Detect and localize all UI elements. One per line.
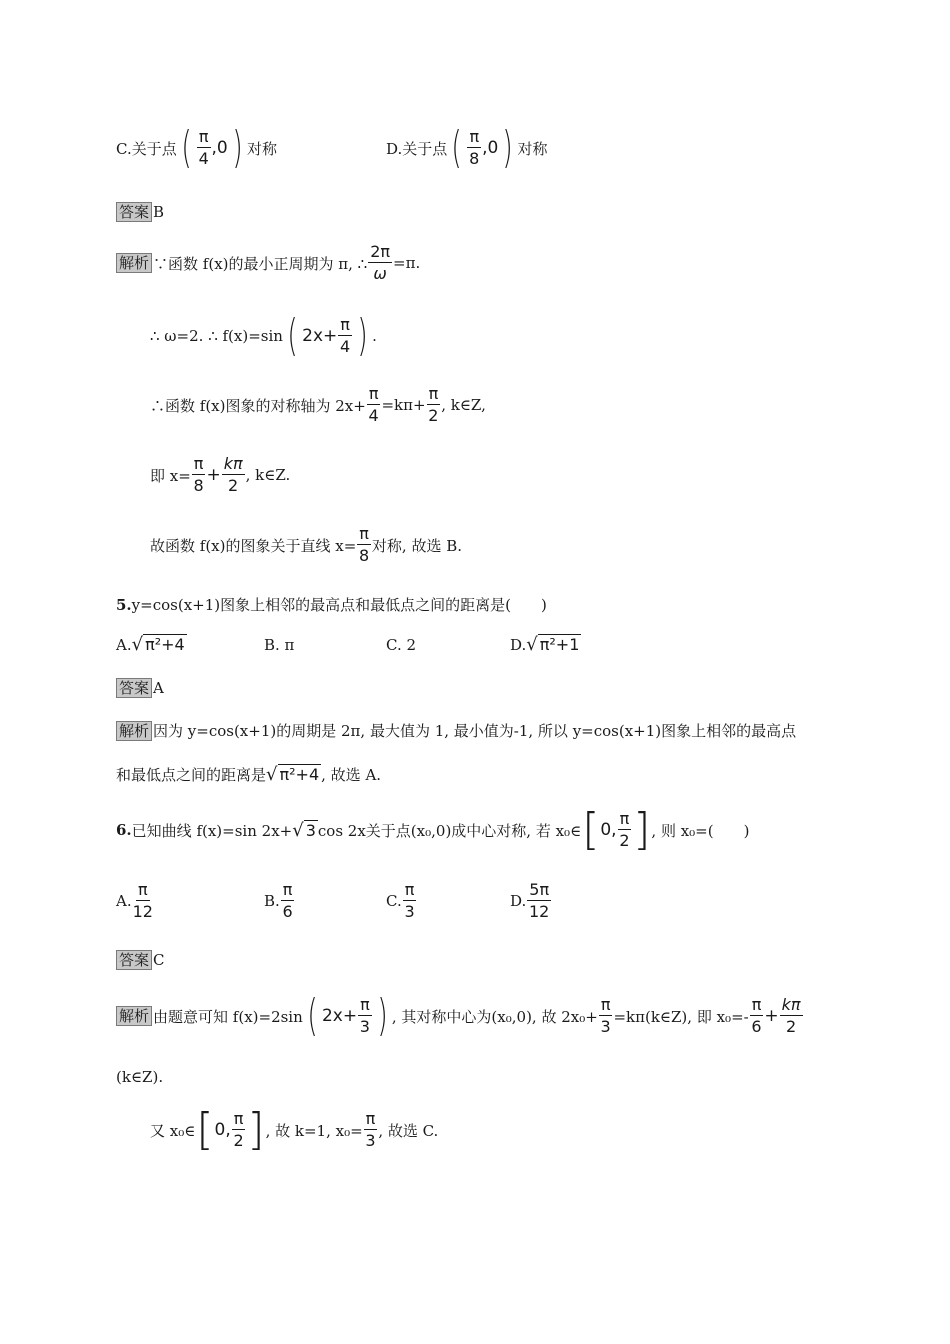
answer-value: A <box>153 679 164 697</box>
fraction <box>403 882 417 920</box>
q6-analysis-line-1 <box>116 990 804 1041</box>
fraction <box>358 997 372 1035</box>
numerator: π <box>340 315 350 334</box>
fraction <box>222 456 245 494</box>
q6-answer <box>116 950 165 970</box>
fraction <box>780 997 803 1035</box>
numerator: 2π <box>370 242 391 261</box>
denominator: 3 <box>359 1017 370 1036</box>
q6-option-b <box>264 882 295 920</box>
answer-value: B <box>153 203 165 221</box>
denominator: 8 <box>193 476 204 495</box>
option-d-suffix: 对称 <box>517 139 548 158</box>
interval-start: 0, <box>600 820 617 840</box>
right-bracket: ] <box>633 804 651 855</box>
q5-stem <box>116 594 547 615</box>
denominator: 6 <box>751 1017 762 1036</box>
analysis-text: ∴函数 f(x)图象的对称轴为 2x+ <box>150 396 366 415</box>
denominator: 8 <box>359 546 370 565</box>
fraction <box>750 997 764 1035</box>
denominator: 2 <box>785 1017 797 1036</box>
denominator: 3 <box>600 1017 611 1036</box>
analysis-tag: 解析 <box>116 1006 152 1026</box>
fraction <box>367 386 381 424</box>
fraction <box>527 882 551 920</box>
numerator: π <box>360 995 370 1014</box>
right-paren: ) <box>502 122 514 173</box>
q5-analysis-line-2 <box>116 764 381 785</box>
question-number: 6. <box>116 821 132 839</box>
denominator: 3 <box>365 1131 376 1150</box>
q5-option-c <box>386 636 416 654</box>
radical-sign: √ <box>526 634 538 655</box>
radicand: π²+1 <box>539 635 580 654</box>
radical-sign: √ <box>266 764 278 785</box>
denominator: 12 <box>132 902 153 921</box>
denominator: 8 <box>469 149 480 168</box>
analysis-text: =π. <box>393 254 421 272</box>
radical-sign: √ <box>292 819 304 841</box>
numerator: π <box>469 127 480 146</box>
analysis-text: ∵函数 f(x)的最小正周期为 π, ∴ <box>153 254 368 273</box>
option-a-label: A. <box>116 892 132 910</box>
point-y: ,0 <box>482 138 499 158</box>
denominator: 2 <box>228 476 239 495</box>
fraction <box>192 456 206 494</box>
analysis-tag: 解析 <box>116 253 152 273</box>
question-stem: 已知曲线 f(x)=sin 2x+ <box>131 821 293 840</box>
fraction <box>133 882 153 920</box>
analysis-text: , k∈Z, <box>441 396 486 414</box>
analysis-text: ∴ ω=2. ∴ f(x)=sin <box>150 327 283 345</box>
analysis-text: =kπ+ <box>381 396 426 414</box>
denominator: 12 <box>528 902 550 921</box>
fraction <box>467 129 481 167</box>
sqrt <box>292 820 318 841</box>
denominator: ω <box>373 264 387 283</box>
answer-tag: 答案 <box>116 950 152 970</box>
fraction <box>427 386 441 424</box>
q6-option-d <box>510 882 552 920</box>
fraction <box>364 1111 378 1149</box>
point-y: ,0 <box>211 138 228 158</box>
sqrt <box>266 764 321 785</box>
numerator: π <box>282 880 293 899</box>
right-paren: ) <box>377 990 388 1041</box>
left-bracket: [ <box>196 1104 214 1155</box>
q5-option-d <box>510 634 581 655</box>
fraction <box>338 317 352 355</box>
question-number: 5. <box>116 595 132 614</box>
left-bracket: [ <box>582 804 600 855</box>
denominator: 4 <box>198 149 209 168</box>
denominator: 6 <box>282 902 293 921</box>
numerator: π <box>404 880 415 899</box>
fraction <box>232 1111 246 1149</box>
analysis-text: 和最低点之间的距离是 <box>116 766 267 784</box>
question-stem: cos 2x关于点(x₀,0)成中心对称, 若 x₀∈ <box>317 821 582 840</box>
radical-sign: √ <box>131 634 144 655</box>
denominator: 4 <box>368 406 379 425</box>
question-stem: , 则 x₀=( ) <box>651 821 750 840</box>
numerator: π <box>428 384 439 403</box>
q6-analysis-line-2 <box>116 1068 163 1086</box>
fraction <box>197 129 211 167</box>
expression: 2x+ <box>302 326 338 346</box>
numerator: kπ <box>223 454 243 473</box>
q4-analysis-line-5 <box>150 526 462 564</box>
plus-sign: + <box>764 1006 779 1026</box>
analysis-text: 又 x₀∈ <box>150 1121 196 1140</box>
q4-option-d <box>386 122 548 173</box>
analysis-text: , k∈Z. <box>245 466 291 484</box>
answer-value: C <box>153 951 165 969</box>
q5-analysis-line-1 <box>116 720 796 741</box>
radicand: π²+4 <box>279 765 320 784</box>
q4-analysis-line-2 <box>150 310 377 361</box>
analysis-text: , 故选 A. <box>321 766 382 784</box>
denominator: 2 <box>428 406 439 425</box>
analysis-text: 对称, 故选 B. <box>371 536 463 555</box>
denominator: 4 <box>339 337 351 356</box>
left-paren: ( <box>451 122 463 173</box>
numerator: π <box>137 880 148 899</box>
option-d-prefix: D.关于点 <box>386 139 448 158</box>
sqrt <box>132 634 187 655</box>
analysis-text: 因为 y=cos(x+1)的周期是 2π, 最大值为 1, 最小值为-1, 所以 y=cos(x+1)图象上相邻的最高点 <box>153 722 797 740</box>
analysis-text: 即 x= <box>150 466 191 485</box>
numerator: π <box>600 995 611 1014</box>
interval-start: 0, <box>214 1120 231 1140</box>
plus-sign: + <box>206 465 221 485</box>
numerator: kπ <box>781 995 801 1014</box>
option-d-label: D. <box>510 635 527 654</box>
q5-answer <box>116 678 164 698</box>
option-c-prefix: C.关于点 <box>116 139 177 158</box>
numerator: π <box>751 995 762 1014</box>
right-paren: ) <box>232 122 243 173</box>
left-paren: ( <box>307 990 318 1041</box>
denominator: 2 <box>233 1131 244 1150</box>
right-paren: ) <box>357 310 368 361</box>
numerator: π <box>193 454 204 473</box>
analysis-text: (k∈Z). <box>116 1068 164 1086</box>
answer-tag: 答案 <box>116 202 152 222</box>
radicand: π²+4 <box>145 635 185 654</box>
q6-analysis-line-3 <box>150 1104 439 1155</box>
option-a-label: A. <box>116 635 132 654</box>
q5-options <box>116 634 187 655</box>
option-c-suffix: 对称 <box>246 139 277 158</box>
analysis-text: =kπ(k∈Z), 即 x₀=- <box>613 1007 749 1026</box>
fraction <box>357 526 371 564</box>
numerator: π <box>365 1109 376 1128</box>
numerator: π <box>233 1109 244 1128</box>
q6-option-c <box>386 882 417 920</box>
q4-analysis-line-1 <box>116 244 420 282</box>
denominator: 3 <box>404 902 415 921</box>
option-b-label: B. <box>264 892 280 910</box>
right-bracket: ] <box>247 1104 265 1155</box>
q4-analysis-line-4 <box>150 456 290 494</box>
option-c-label: C. 2 <box>386 636 417 654</box>
analysis-text: , 故选 C. <box>378 1121 439 1140</box>
q4-answer <box>116 202 164 222</box>
q6-stem <box>116 804 750 855</box>
numerator: π <box>619 809 630 828</box>
fraction <box>368 244 392 282</box>
numerator: 5π <box>529 880 550 899</box>
analysis-text: . <box>372 327 377 345</box>
option-b-label: B. π <box>264 636 295 654</box>
analysis-text: , 故 k=1, x₀= <box>265 1121 363 1140</box>
analysis-text: 由题意可知 f(x)=2sin <box>153 1007 303 1026</box>
answer-tag: 答案 <box>116 678 152 698</box>
q4-option-c <box>116 122 277 173</box>
numerator: π <box>359 524 369 543</box>
radicand: 3 <box>305 820 316 840</box>
option-d-label: D. <box>510 892 527 910</box>
fraction <box>599 997 613 1035</box>
sqrt <box>526 634 581 655</box>
q4-analysis-line-3 <box>150 386 486 424</box>
analysis-text: , 其对称中心为(x₀,0), 故 2x₀+ <box>391 1007 598 1026</box>
numerator: π <box>198 127 209 146</box>
q5-option-b <box>264 636 294 654</box>
fraction <box>281 882 295 920</box>
option-c-label: C. <box>386 892 402 910</box>
fraction <box>618 811 632 849</box>
expression: 2x+ <box>321 1006 358 1026</box>
left-paren: ( <box>287 310 298 361</box>
analysis-text: 故函数 f(x)的图象关于直线 x= <box>150 536 357 555</box>
numerator: π <box>368 384 379 403</box>
left-paren: ( <box>181 122 192 173</box>
q6-option-a <box>116 882 154 920</box>
question-stem: y=cos(x+1)图象上相邻的最高点和最低点之间的距离是( ) <box>131 596 547 614</box>
analysis-tag: 解析 <box>116 721 152 741</box>
denominator: 2 <box>619 831 630 850</box>
